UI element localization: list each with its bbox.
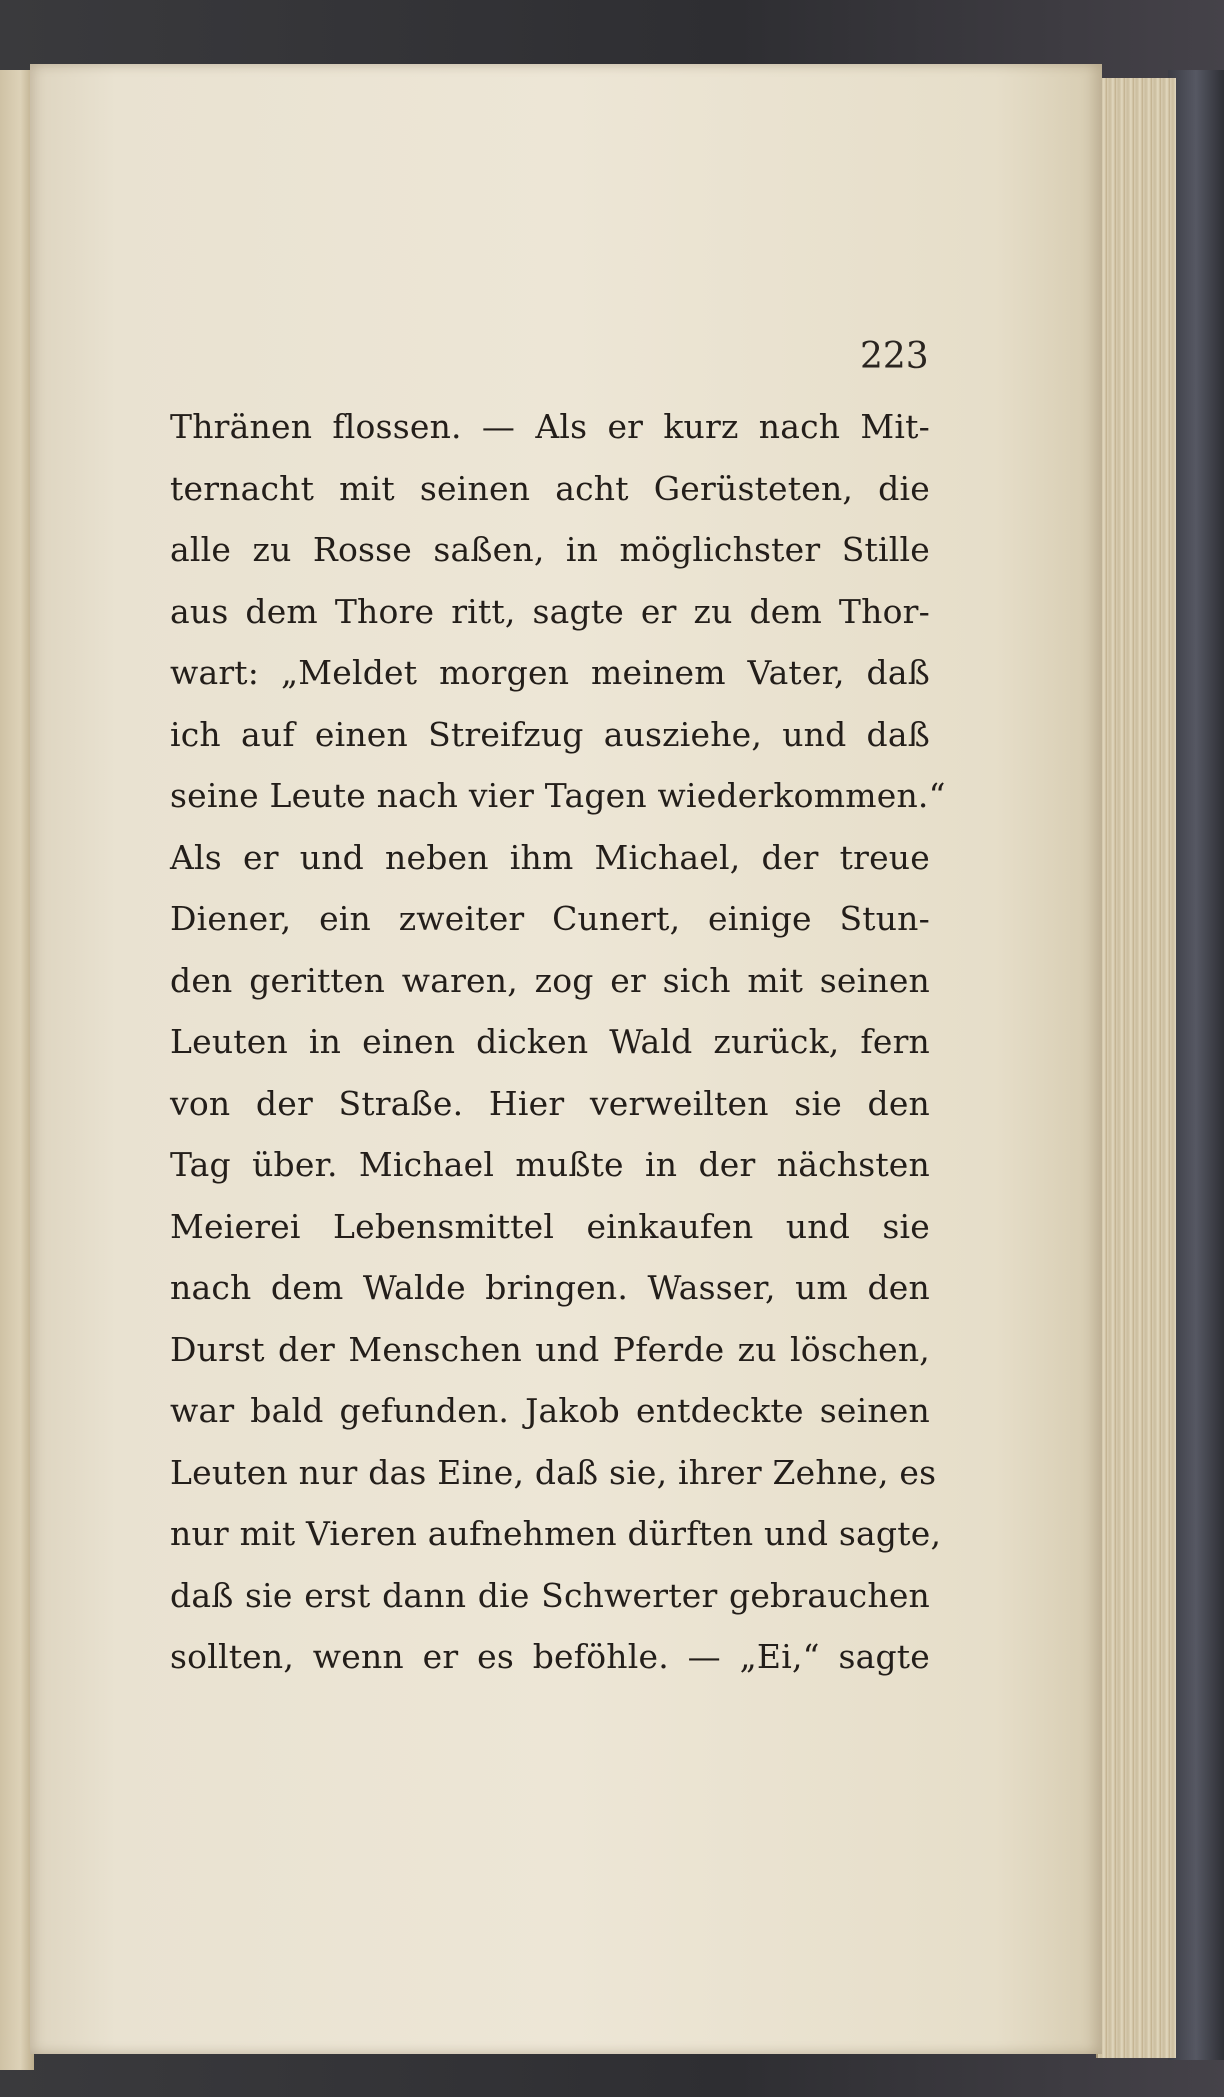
text-line: von der Straße. Hier verweilten sie den [170, 1083, 930, 1123]
text-line: Als er und neben ihm Michael, der treue [170, 837, 930, 877]
page-edges-right [1096, 78, 1176, 2058]
page-edges-left [0, 70, 34, 2070]
body-text [170, 396, 946, 1688]
text-line: sollten, wenn er es beföhle. — „Ei,“ sagte [170, 1637, 930, 1676]
text-line: wart: „Meldet morgen meinem Vater, daß [170, 653, 930, 692]
text-line: ich auf einen Streifzug ausziehe, und daß [170, 714, 930, 754]
text-line: Tag über. Michael mußte in der nächsten [170, 1145, 930, 1184]
text-line: alle zu Rosse saßen, in möglichster Stille [170, 530, 930, 569]
text-line: aus dem Thore ritt, sagte er zu dem Thor- [170, 591, 930, 631]
text-line: Meierei Lebensmittel einkaufen und sie [170, 1206, 930, 1246]
text-line: daß sie erst dann die Schwerter gebrauchen [170, 1575, 930, 1615]
page-number: 223 [860, 336, 929, 377]
cover-edge [1168, 70, 1224, 2060]
text-line: ternacht mit seinen acht Gerüsteten, die [170, 468, 930, 508]
text-line: Thränen flossen. — Als er kurz nach Mit- [170, 407, 930, 446]
text-line: Leuten in einen dicken Wald zurück, fern [170, 1022, 930, 1061]
book-page [30, 64, 1102, 2054]
text-line: nach dem Walde bringen. Wasser, um den [170, 1268, 930, 1307]
text-line: seine Leute nach vier Tagen wiederkommen.“ [170, 776, 946, 815]
text-line: Durst der Menschen und Pferde zu löschen, [170, 1329, 930, 1369]
text-line: Diener, ein zweiter Cunert, einige Stun- [170, 899, 930, 938]
text-line: Leuten nur das Eine, daß sie, ihrer Zehne, es [170, 1452, 937, 1492]
text-line: war bald gefunden. Jakob entdeckte seinen [170, 1391, 930, 1430]
text-line: den geritten waren, zog er sich mit seinen [170, 960, 930, 1000]
text-line: nur mit Vieren aufnehmen dürften und sagte, [170, 1514, 942, 1553]
